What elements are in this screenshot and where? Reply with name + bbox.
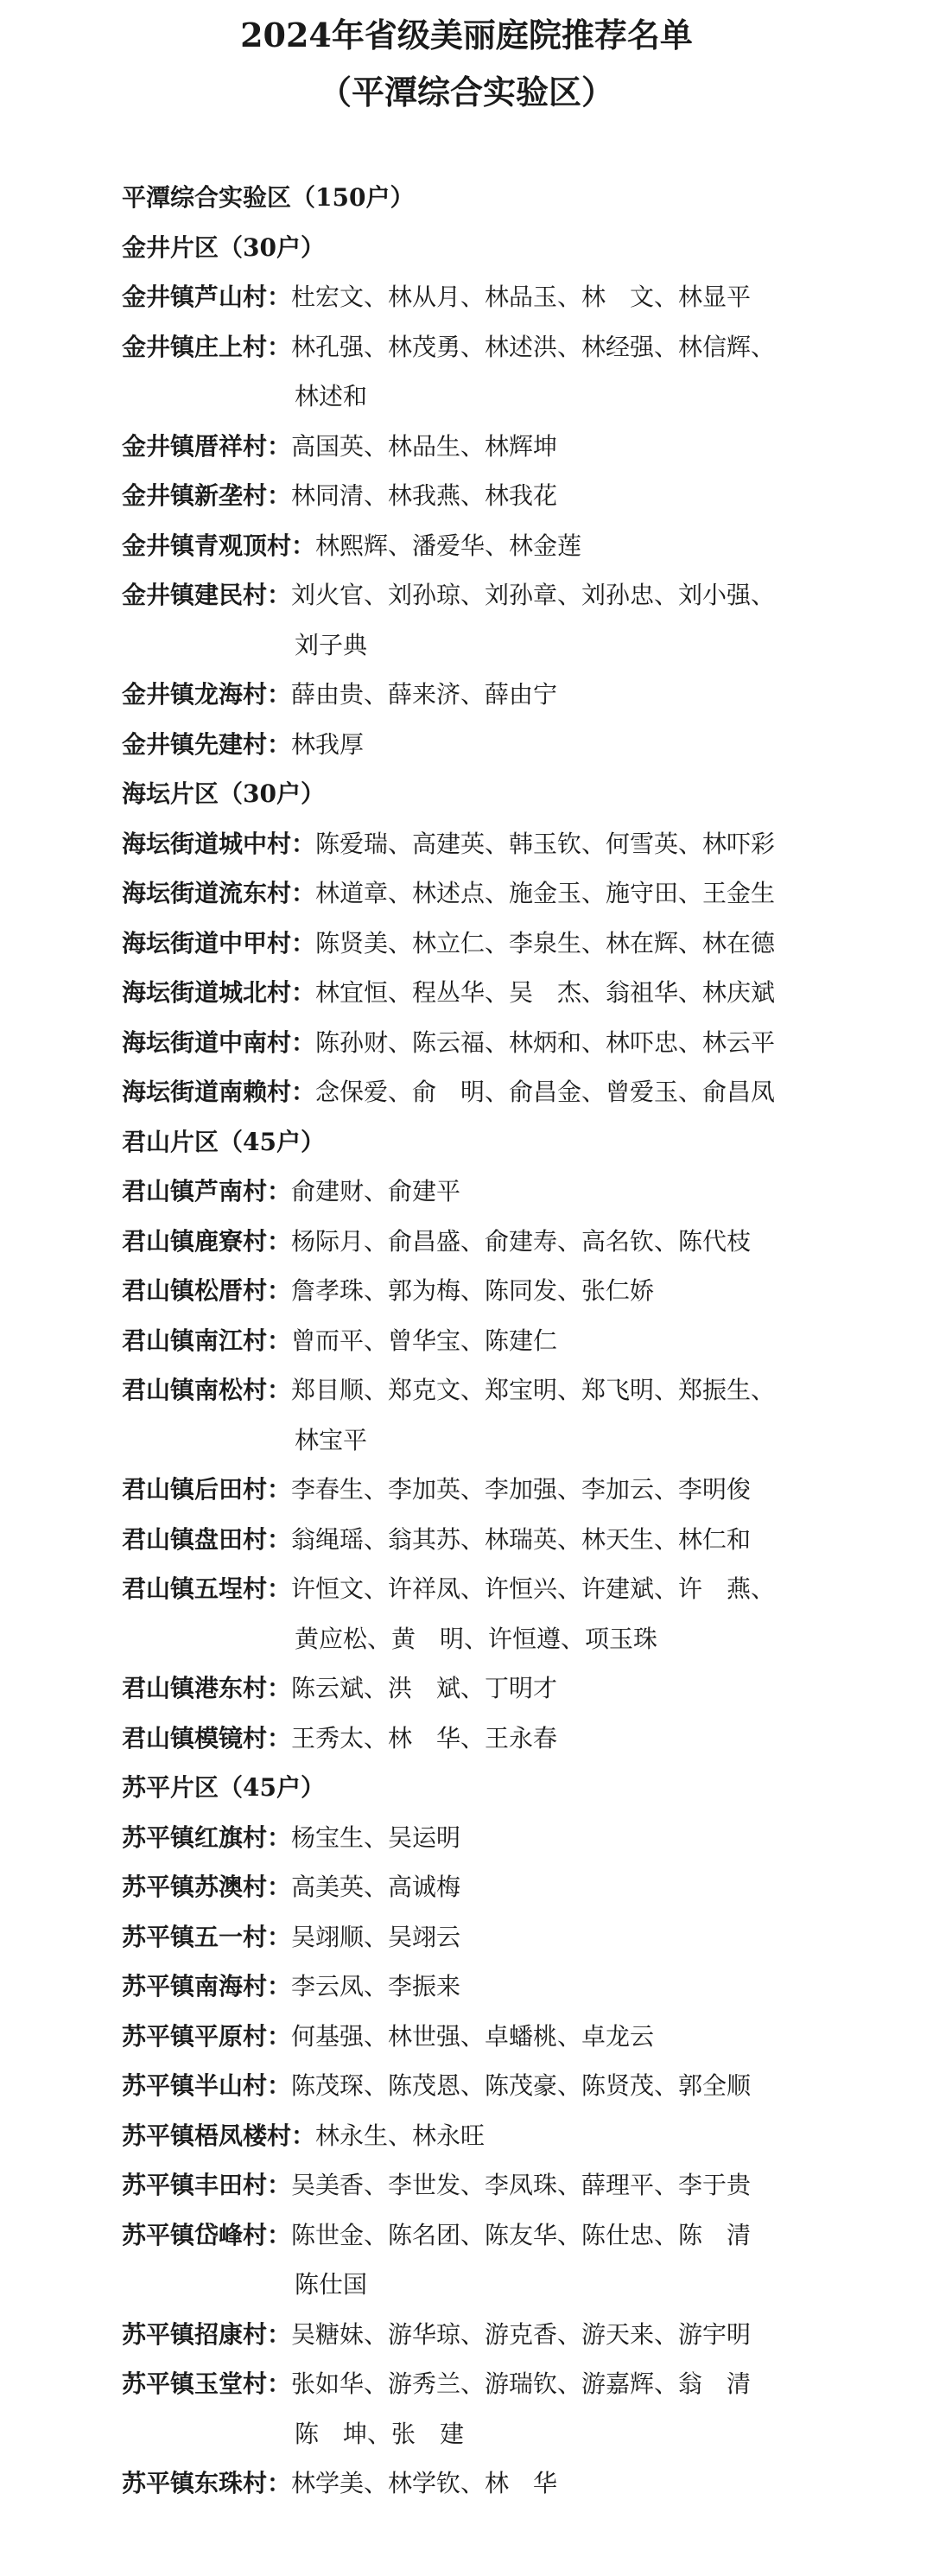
household-names: 林熙辉、潘爱华、林金莲: [315, 531, 582, 560]
village-entry: [122, 1067, 899, 1117]
village-entry: [122, 2359, 899, 2409]
household-names: 李云凤、李振来: [291, 1972, 461, 2000]
village-name: 苏平镇南海村：: [122, 1972, 292, 2000]
village-name: 金井镇芦山村：: [122, 283, 292, 311]
village-name: 苏平镇苏澳村：: [122, 1873, 292, 1901]
household-names: 杜宏文、林从月、林品玉、林 文、林显平: [291, 283, 752, 311]
household-names: 林学美、林学钦、林 华: [291, 2469, 558, 2497]
document-subtitle: （平潭综合实验区）: [318, 73, 614, 111]
village-entry: [122, 2012, 899, 2062]
village-name: 君山镇鹿寮村：: [122, 1226, 292, 1256]
household-names-continued: 陈仕国: [295, 2270, 368, 2299]
household-names: 薛由贵、薛来济、薛由宁: [291, 680, 558, 709]
village-name: 苏平镇平原村：: [122, 2021, 292, 2051]
village-name: 苏平镇招康村：: [122, 2319, 292, 2349]
village-entry: [122, 2210, 899, 2261]
household-names: 吴翊顺、吴翊云: [291, 1922, 461, 1951]
area-heading: 海坛片区（30户）: [122, 779, 325, 808]
village-entry: [122, 819, 899, 869]
village-name: 君山镇南江村：: [122, 1326, 292, 1355]
household-names: 王秀太、林 华、王永春: [291, 1723, 558, 1752]
village-name: 海坛街道中甲村：: [122, 928, 316, 957]
household-names: 曾而平、曾华宝、陈建仁: [291, 1326, 558, 1355]
household-names: 林永生、林永旺: [315, 2121, 486, 2150]
village-entry: [122, 1813, 899, 1863]
village-name: 金井镇厝祥村：: [122, 431, 292, 461]
village-name: 苏平镇五一村：: [122, 1922, 292, 1951]
district-heading: 平潭综合实验区（150户）: [122, 183, 415, 212]
village-entry: [122, 272, 899, 322]
household-names: 林道章、林述点、施金玉、施守田、王金生: [315, 879, 776, 907]
household-names: 杨宝生、吴运明: [291, 1822, 461, 1852]
village-name: 金井镇先建村：: [122, 729, 292, 759]
village-entry: [122, 1564, 899, 1614]
village-name: 苏平镇红旗村：: [122, 1822, 292, 1852]
household-names: 陈世金、陈名团、陈友华、陈仕忠、陈 清: [291, 2220, 752, 2249]
village-name: 君山镇后田村：: [122, 1475, 292, 1504]
village-name: 苏平镇半山村：: [122, 2071, 292, 2100]
village-name: 金井镇庄上村：: [122, 332, 292, 361]
household-names-continued: 黄应松、黄 明、许恒遵、项玉珠: [295, 1624, 658, 1653]
household-names: 高美英、高诚梅: [291, 1873, 461, 1901]
village-entry: [122, 1465, 899, 1515]
household-names: 李春生、李加英、李加强、李加云、李明俊: [291, 1475, 752, 1504]
village-entry: [122, 1018, 899, 1068]
household-names: 杨际月、俞昌盛、俞建寿、高名钦、陈代枝: [291, 1226, 752, 1256]
village-entry: [122, 1515, 899, 1565]
household-names: 张如华、游秀兰、游瑞钦、游嘉辉、翁 清: [291, 2369, 752, 2398]
household-names: 林宜恒、程丛华、吴 杰、翁祖华、林庆斌: [315, 978, 776, 1007]
household-names: 俞建财、俞建平: [291, 1177, 461, 1205]
area-heading: 君山片区（45户）: [122, 1127, 325, 1156]
village-entry: [122, 2458, 899, 2509]
village-entry: [122, 1962, 899, 2012]
household-names-continued: 刘子典: [295, 630, 368, 659]
village-entry: [122, 1316, 899, 1366]
household-names-continued: 林述和: [295, 382, 368, 410]
village-entry: [122, 1714, 899, 1764]
village-entry: [122, 570, 899, 620]
village-name: 君山镇松厝村：: [122, 1276, 292, 1305]
household-names: 陈爱瑞、高建英、韩玉钦、何雪英、林吓彩: [315, 829, 776, 858]
village-name: 君山镇芦南村：: [122, 1177, 292, 1205]
recommendation-list: [122, 173, 899, 2509]
village-entry: [122, 521, 899, 571]
village-entry: [122, 1167, 899, 1217]
household-names: 翁绳瑶、翁其苏、林瑞英、林天生、林仁和: [291, 1524, 752, 1554]
household-names: 陈云斌、洪 斌、丁明才: [291, 1674, 558, 1702]
household-names: 陈茂琛、陈茂恩、陈茂豪、陈贤茂、郭全顺: [291, 2071, 752, 2100]
village-name: 苏平镇梧凤楼村：: [122, 2121, 316, 2150]
village-name: 苏平镇丰田村：: [122, 2171, 292, 2199]
village-name: 苏平镇东珠村：: [122, 2469, 292, 2497]
village-entry: [122, 868, 899, 919]
area-heading: 苏平片区（45户）: [122, 1773, 325, 1802]
village-name: 金井镇新垄村：: [122, 481, 292, 510]
village-entry: [122, 1862, 899, 1912]
household-names-continued: 陈 坤、张 建: [295, 2419, 465, 2448]
household-names: 念保爱、俞 明、俞昌金、曾爱玉、俞昌凤: [315, 1078, 776, 1106]
household-names: 高国英、林品生、林辉坤: [291, 431, 558, 461]
village-entry: [122, 322, 899, 372]
household-names: 郑目顺、郑克文、郑宝明、郑飞明、郑振生、: [291, 1376, 776, 1404]
village-entry: [122, 471, 899, 521]
village-entry: [122, 1217, 899, 1267]
household-names: 吴糖妹、游华琼、游克香、游天来、游宇明: [291, 2319, 752, 2349]
household-names-continued: 林宝平: [295, 1425, 368, 1454]
village-name: 君山镇五埕村：: [122, 1574, 292, 1603]
household-names: 吴美香、李世发、李凤珠、薛理平、李于贵: [291, 2171, 752, 2199]
area-heading: 金井片区（30户）: [122, 232, 325, 262]
household-names: 林同清、林我燕、林我花: [291, 481, 558, 510]
village-name: 金井镇青观顶村：: [122, 531, 316, 560]
village-name: 君山镇模镜村：: [122, 1723, 292, 1752]
village-name: 君山镇南松村：: [122, 1376, 292, 1404]
village-name: 海坛街道中南村：: [122, 1027, 316, 1057]
household-names: 詹孝珠、郭为梅、陈同发、张仁娇: [291, 1276, 655, 1305]
village-entry: [122, 720, 899, 770]
village-entry: [122, 1266, 899, 1316]
village-name: 苏平镇岱峰村：: [122, 2220, 292, 2249]
village-entry: [122, 968, 899, 1018]
household-names: 许恒文、许祥凤、许恒兴、许建斌、许 燕、: [291, 1574, 776, 1603]
village-entry: [122, 1912, 899, 1962]
village-name: 海坛街道城北村：: [122, 978, 316, 1007]
village-entry: [122, 2160, 899, 2210]
village-entry: [122, 1365, 899, 1415]
household-names: 陈孙财、陈云福、林炳和、林吓忠、林云平: [315, 1027, 776, 1057]
village-name: 金井镇建民村：: [122, 581, 292, 609]
document-title: 2024年省级美丽庭院推荐名单: [240, 16, 693, 54]
village-name: 海坛街道南赖村：: [122, 1078, 316, 1106]
village-name: 金井镇龙海村：: [122, 680, 292, 709]
village-entry: [122, 670, 899, 720]
household-names: 林孔强、林茂勇、林述洪、林经强、林信辉、: [291, 332, 776, 361]
village-name: 海坛街道流东村：: [122, 879, 316, 907]
village-entry: [122, 919, 899, 969]
household-names: 何基强、林世强、卓蟠桃、卓龙云: [291, 2021, 655, 2051]
household-names: 刘火官、刘孙琼、刘孙章、刘孙忠、刘小强、: [291, 581, 776, 609]
household-names: 陈贤美、林立仁、李泉生、林在辉、林在德: [315, 928, 776, 957]
village-name: 君山镇盘田村：: [122, 1524, 292, 1554]
village-entry: [122, 2310, 899, 2360]
village-entry: [122, 2111, 899, 2161]
household-names: 林我厚: [291, 729, 365, 759]
village-entry: [122, 2061, 899, 2111]
village-name: 海坛街道城中村：: [122, 829, 316, 858]
village-name: 苏平镇玉堂村：: [122, 2369, 292, 2398]
village-name: 君山镇港东村：: [122, 1674, 292, 1702]
village-entry: [122, 1663, 899, 1714]
village-entry: [122, 422, 899, 472]
